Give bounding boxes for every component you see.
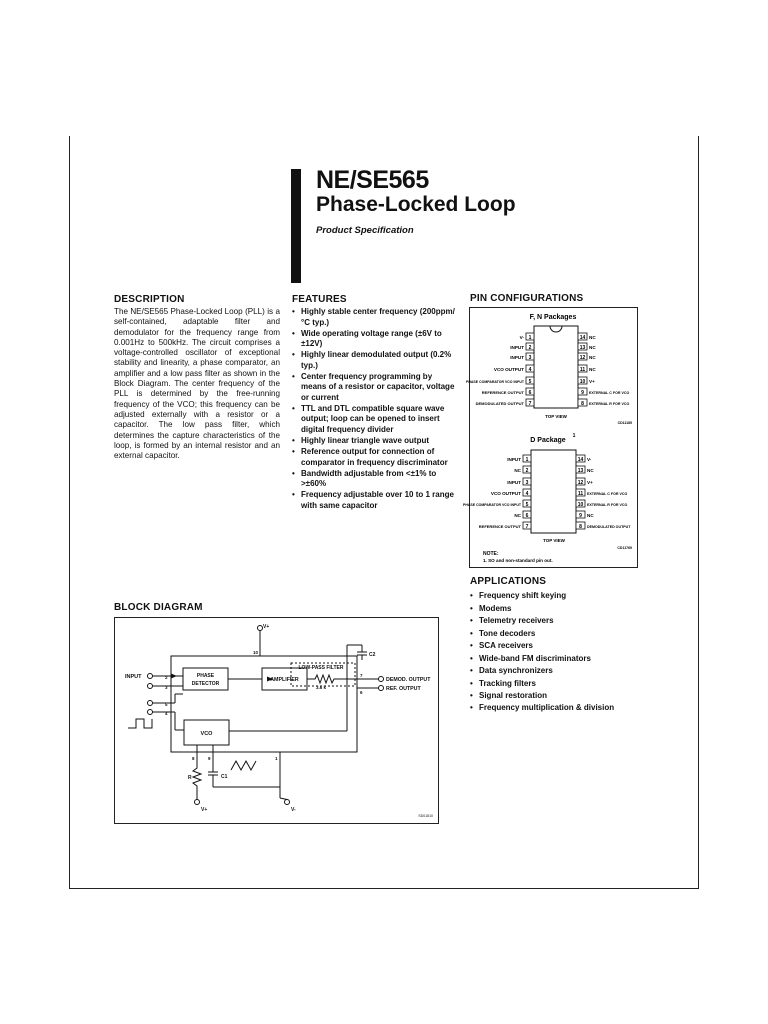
feature-item: • Highly stable center frequency (200ppm/°C typ.) (292, 307, 458, 328)
svg-text:11: 11 (579, 367, 586, 373)
application-item: • Data synchronizers (470, 665, 630, 678)
vplus-bottom-terminal (195, 800, 200, 805)
svg-text:4: 4 (525, 491, 529, 497)
fn-right-pins (578, 333, 629, 407)
svg-text:V+: V+ (587, 480, 593, 485)
feature-item: • Wide operating voltage range (±6V to ±12V) (292, 329, 458, 350)
block-diagram-drawing (115, 618, 438, 823)
svg-text:13: 13 (579, 345, 586, 351)
svg-text:10: 10 (579, 379, 586, 385)
d-right-pins (576, 455, 631, 530)
applications-list (470, 590, 630, 713)
phase-detector-label-2: DETECTOR (191, 681, 220, 687)
svg-text:NC: NC (589, 355, 596, 360)
demod-output-terminal (379, 677, 384, 682)
resistor-3-6k (307, 675, 361, 683)
pin-config-box (463, 307, 638, 568)
pin-5-label: 5 (165, 702, 168, 707)
svg-text:14: 14 (579, 335, 586, 341)
input-label: INPUT (125, 674, 142, 680)
svg-text:NC: NC (589, 367, 596, 372)
feature-item: • Highly linear triangle wave output (292, 436, 458, 447)
phase-detector-label-1: PHASE (196, 673, 215, 679)
fn-package-title: F, N Packages (529, 314, 577, 321)
vco-label: VCO (200, 731, 213, 737)
document-title: NE/SE565 (316, 166, 429, 194)
svg-text:NC: NC (587, 468, 594, 473)
svg-text:NC: NC (514, 513, 521, 518)
terminal-pin4 (148, 710, 153, 715)
application-item: • Wide-band FM discriminators (470, 653, 630, 666)
svg-text:8: 8 (579, 524, 582, 530)
svg-text:6: 6 (528, 390, 532, 396)
pin-config-heading: PIN CONFIGURATIONS (470, 293, 584, 304)
input-arrow (171, 674, 177, 679)
pin-3-label: 3 (165, 685, 168, 690)
svg-text:DEMODULATED OUTPUT: DEMODULATED OUTPUT (475, 401, 524, 406)
svg-text:9: 9 (581, 390, 584, 396)
svg-text:14: 14 (577, 457, 584, 463)
feature-item: • TTL and DTL compatible square wave output; loop can be opened to insert digital frequency divider (292, 404, 458, 436)
d-package-title: D Package (530, 437, 566, 444)
description-heading: DESCRIPTION (114, 294, 185, 305)
pin-4-label: 4 (165, 711, 168, 716)
block-figure-code: SD01810 (418, 814, 433, 818)
svg-text:PHASE COMPARATOR VCO INPUT: PHASE COMPARATOR VCO INPUT (463, 503, 521, 507)
fn-top-view-label: TOP VIEW (545, 414, 567, 419)
svg-text:VCO OUTPUT: VCO OUTPUT (490, 491, 521, 496)
svg-text:REFERENCE OUTPUT: REFERENCE OUTPUT (481, 390, 524, 395)
description-text: The NE/SE565 Phase-Locked Loop (PLL) is a self-contained, adaptable filter and demodulator for the frequency range from 0.001Hz to 500kHz. The circuit comprises a voltage-controlled oscillator of exceptional stability and linearity, a phase comparator, an amplifier and a low pass filter as shown in the Block Diagram. The center frequency of the PLL is determined by the free-running frequency of the VCO; this frequency can be adjusted externally with a resistor or a capacitor. The low pass filter, which determines the capture characteristics of the loop, is formed by an internal resistor and an external capacitor. (114, 307, 280, 461)
application-item: • Telemetry receivers (470, 615, 630, 628)
svg-text:13: 13 (577, 468, 584, 474)
vminus-bottom-label: V- (291, 807, 296, 813)
svg-text:V-: V- (519, 335, 524, 340)
d-top-view-label: TOP VIEW (543, 538, 565, 543)
svg-text:EXTERNAL C FOR VCO: EXTERNAL C FOR VCO (589, 391, 630, 395)
svg-text:NC: NC (589, 335, 596, 340)
vplus-top-terminal (258, 626, 263, 631)
feature-item: • Center frequency programming by means of a resistor or capacitor, voltage or current (292, 372, 458, 404)
block-diagram-box (114, 617, 439, 824)
fn-chip-body (534, 326, 578, 408)
product-spec-label: Product Specification (316, 225, 414, 236)
square-wave-symbol (128, 719, 152, 728)
note-heading: NOTE: (483, 551, 499, 557)
vplus-bottom-label: V+ (201, 807, 208, 813)
pin-8-label: 8 (192, 756, 195, 761)
application-item: • SCA receivers (470, 640, 630, 653)
svg-text:PHASE COMPARATOR VCO INPUT: PHASE COMPARATOR VCO INPUT (466, 380, 524, 384)
d-left-pins (463, 455, 531, 530)
application-item: • Tracking filters (470, 678, 630, 691)
svg-text:4: 4 (528, 367, 532, 373)
svg-text:INPUT: INPUT (507, 457, 521, 462)
feature-item: • Highly linear demodulated output (0.2% typ.) (292, 350, 458, 371)
d-chip-body (531, 450, 576, 533)
fn-left-pins (466, 333, 534, 407)
fn-figure-code: CD11185 (617, 421, 632, 425)
r-label: R (188, 775, 192, 781)
d-package-footnote-mark: 1 (572, 433, 576, 439)
title-bar (291, 169, 301, 283)
svg-text:2: 2 (525, 468, 529, 474)
svg-text:5: 5 (528, 379, 532, 385)
application-item: • Modems (470, 603, 630, 616)
svg-text:7: 7 (528, 401, 532, 407)
svg-text:6: 6 (525, 513, 529, 519)
svg-text:REFERENCE OUTPUT: REFERENCE OUTPUT (478, 524, 521, 529)
terminal-pin5 (148, 701, 153, 706)
low-pass-filter-label: LOW-PASS FILTER (298, 665, 344, 671)
pin-10-label: 10 (253, 650, 259, 655)
svg-text:NC: NC (514, 468, 521, 473)
features-list (292, 307, 458, 512)
svg-text:10: 10 (577, 502, 584, 508)
svg-text:1: 1 (525, 457, 529, 463)
pin-1-label: 1 (275, 756, 278, 761)
document-subtitle: Phase-Locked Loop (316, 193, 516, 216)
c2-label: C2 (369, 652, 376, 658)
svg-text:EXTERNAL R FOR VCO: EXTERNAL R FOR VCO (587, 503, 628, 507)
svg-text:12: 12 (577, 480, 584, 486)
svg-text:INPUT: INPUT (510, 355, 524, 360)
svg-text:9: 9 (579, 513, 582, 519)
d-figure-code: CD11769 (617, 546, 632, 550)
feature-item: • Frequency adjustable over 10 to 1 range with same capacitor (292, 490, 458, 511)
svg-text:1: 1 (528, 335, 532, 341)
svg-text:12: 12 (579, 355, 586, 361)
resistor-r (193, 763, 201, 800)
application-item: • Frequency multiplication & division (470, 703, 630, 714)
application-item: • Signal restoration (470, 690, 630, 703)
feature-item: • Bandwidth adjustable from <±1% to >±60% (292, 469, 458, 490)
svg-text:3: 3 (528, 355, 532, 361)
triangle-wave-symbol (231, 761, 256, 770)
ref-output-terminal (379, 686, 384, 691)
pin-6-label: 6 (360, 690, 363, 695)
svg-text:5: 5 (525, 502, 529, 508)
features-heading: FEATURES (292, 294, 347, 305)
svg-text:3: 3 (525, 480, 529, 486)
pin-2-label: 2 (165, 675, 168, 680)
application-item: • Tone decoders (470, 628, 630, 641)
svg-text:EXTERNAL R FOR VCO: EXTERNAL R FOR VCO (589, 402, 630, 406)
svg-text:2: 2 (528, 345, 532, 351)
block-diagram-heading: BLOCK DIAGRAM (114, 602, 203, 613)
feature-item: • Reference output for connection of comparator in frequency discriminator (292, 447, 458, 468)
svg-text:7: 7 (525, 524, 529, 530)
applications-heading: APPLICATIONS (470, 576, 547, 587)
c1-label: C1 (221, 774, 228, 780)
note-text: 1. SO and non-standard pin out. (483, 558, 553, 563)
demod-output-label: DEMOD. OUTPUT (386, 677, 431, 683)
pin-config-drawing (463, 308, 637, 567)
input-terminal-pin3 (148, 684, 153, 689)
pin-7-label: 7 (360, 673, 363, 678)
svg-text:V-: V- (587, 457, 592, 462)
vplus-top-label: V+ (263, 624, 270, 630)
svg-text:VCO OUTPUT: VCO OUTPUT (493, 367, 524, 372)
pin-9-label: 9 (208, 756, 211, 761)
svg-text:V+: V+ (589, 379, 595, 384)
svg-text:DEMODULATED OUTPUT: DEMODULATED OUTPUT (587, 525, 631, 529)
svg-text:NC: NC (587, 513, 594, 518)
svg-text:NC: NC (589, 345, 596, 350)
amplifier-label: AMPLIFIER (270, 677, 299, 683)
svg-text:INPUT: INPUT (507, 480, 521, 485)
svg-text:INPUT: INPUT (510, 345, 524, 350)
ref-output-label: REF. OUTPUT (386, 686, 421, 692)
svg-text:11: 11 (577, 491, 584, 497)
input-terminal-pin2 (148, 674, 153, 679)
svg-text:EXTERNAL C FOR VCO: EXTERNAL C FOR VCO (587, 492, 628, 496)
application-item: • Frequency shift keying (470, 590, 630, 603)
resistor-value-label: 3.6 k (315, 685, 327, 690)
vminus-bottom-terminal (285, 800, 290, 805)
svg-text:8: 8 (581, 401, 584, 407)
